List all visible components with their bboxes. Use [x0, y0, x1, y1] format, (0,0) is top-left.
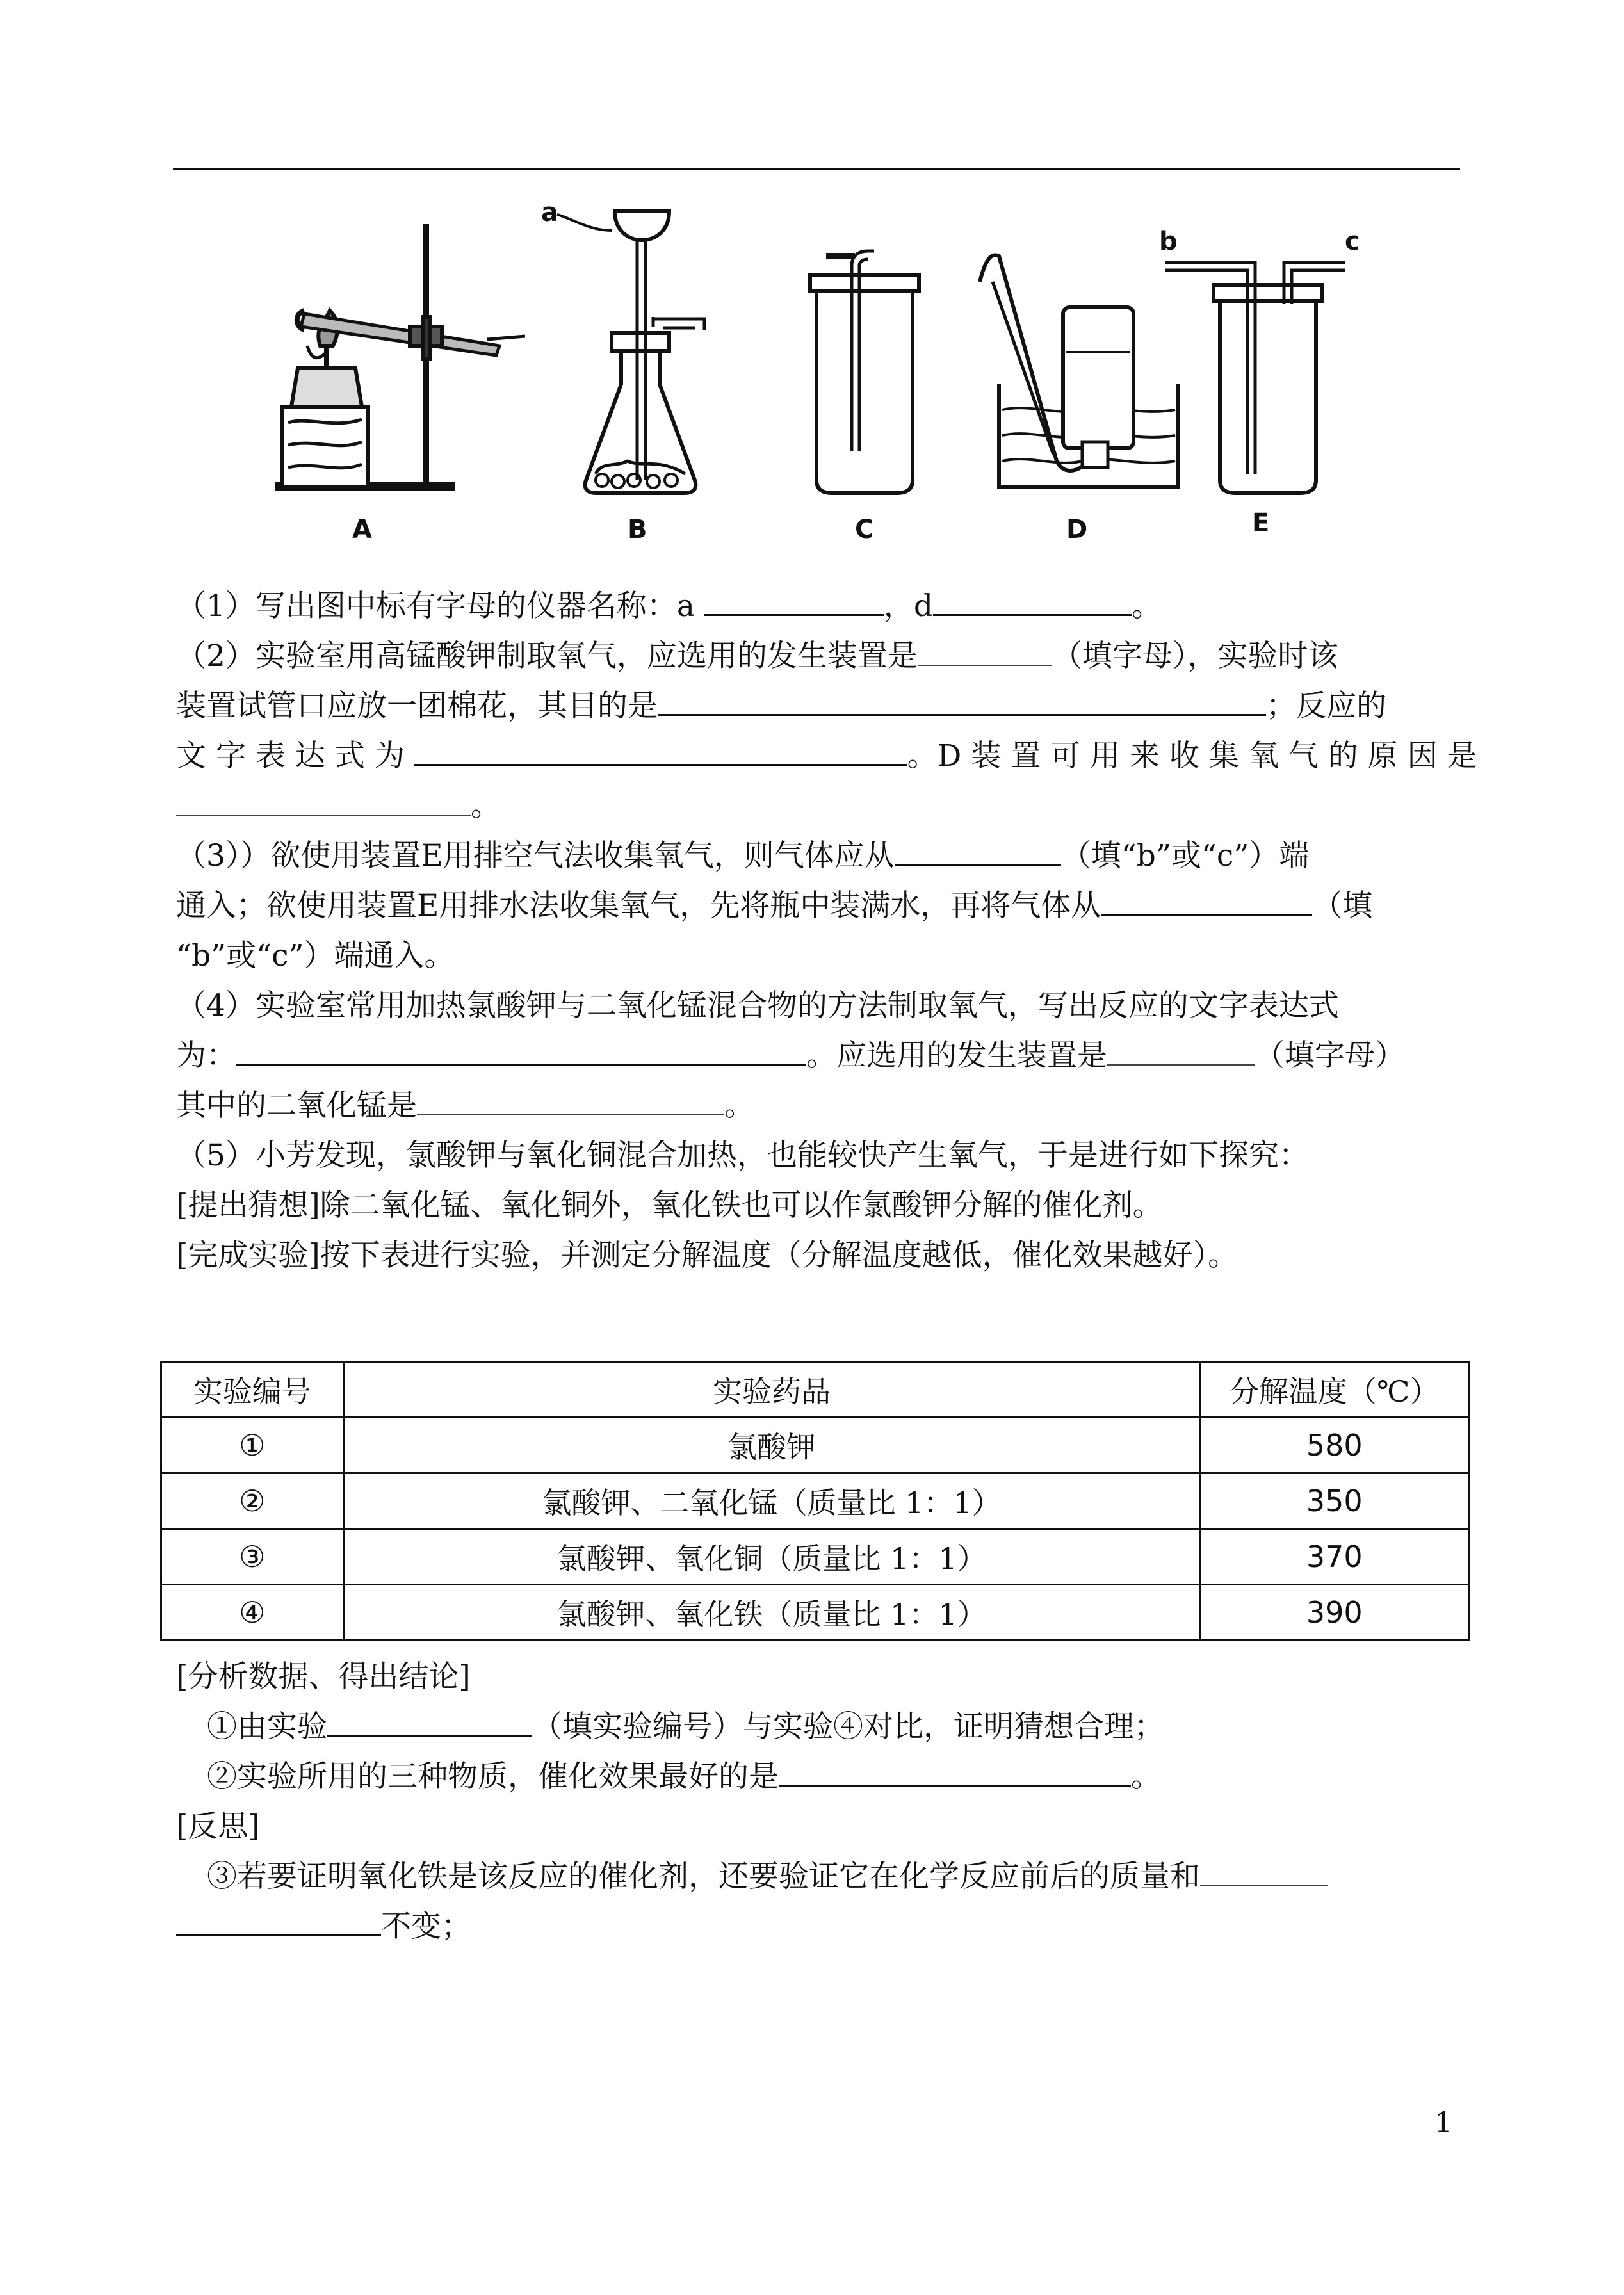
label-pointer-c: c	[1345, 227, 1360, 256]
apparatus-figure	[243, 192, 1409, 557]
q1-line: （1）写出图中标有字母的仪器名称：a ，d 。	[176, 581, 1470, 631]
q4-line3: 其中的二氧化锰是 。	[176, 1081, 1470, 1131]
label-pointer-b: b	[1159, 227, 1178, 256]
label-d: D	[1066, 515, 1088, 544]
apparatus-a	[275, 224, 525, 487]
q2-line1: （2）实验室用高锰酸钾制取氧气，应选用的发生装置是 （填字母），实验时该	[176, 631, 1470, 681]
q3-line2: 通入；欲使用装置E用排水法收集氧气，先将瓶中装满水，再将气体从 （填	[176, 881, 1470, 931]
questions-block	[176, 581, 1477, 1281]
table-cell: 氯酸钾、二氧化锰（质量比 1：1）	[343, 1473, 1200, 1529]
table-header: 分解温度（℃）	[1200, 1362, 1469, 1418]
q3-blank-water[interactable]	[1101, 882, 1312, 916]
table-cell: ③	[161, 1529, 344, 1585]
q4-blank-mno2[interactable]	[417, 1082, 724, 1115]
header-rule	[173, 168, 1460, 170]
reflection-line1: ③若要证明氧化铁是该反应的催化剂，还要验证它在化学反应前后的质量和	[176, 1852, 1470, 1902]
q2-line2: 装置试管口应放一团棉花，其目的是 ；反应的	[176, 681, 1470, 731]
reflection-line2: 不变；	[176, 1902, 1470, 1952]
q3-line3: “b”或“c”）端通入。	[176, 938, 455, 973]
q4-blank-device[interactable]	[1107, 1032, 1255, 1066]
q1-blank-a[interactable]	[704, 582, 884, 616]
table-row	[161, 1585, 1469, 1641]
reflection-blank-a[interactable]	[1200, 1853, 1328, 1886]
table-cell: 580	[1200, 1418, 1469, 1473]
q2-blank-expression[interactable]	[414, 732, 907, 766]
table-cell: ④	[161, 1585, 344, 1641]
q4-line2: 为： 。应选用的发生装置是 （填字母）	[176, 1031, 1470, 1081]
analysis-line1: ①由实验 （填实验编号）与实验④对比，证明猜想合理；	[176, 1702, 1470, 1752]
q5-line2: [提出猜想]除二氧化锰、氧化铜外，氧化铁也可以作氯酸钾分解的催化剂。	[176, 1188, 1163, 1223]
label-e: E	[1252, 508, 1270, 538]
q4-line1: （4）实验室常用加热氯酸钾与二氧化锰混合物的方法制取氧气，写出反应的文字表达式	[176, 988, 1339, 1023]
table-row	[161, 1418, 1469, 1473]
q1-blank-d[interactable]	[933, 582, 1132, 616]
q2-blank-reason[interactable]	[176, 783, 471, 816]
reflection-heading: [反思]	[176, 1809, 260, 1844]
label-b: B	[628, 515, 647, 544]
analysis-blank-experiment[interactable]	[327, 1703, 532, 1737]
q4-blank-expression[interactable]	[236, 1032, 806, 1066]
q3-line1: （3））欲使用装置E用排空气法收集氧气，则气体应从 （填“b”或“c”）端	[176, 831, 1470, 881]
q5-line3: [完成实验]按下表进行实验，并测定分解温度（分解温度越低，催化效果越好）。	[176, 1238, 1238, 1273]
q2-blank-device[interactable]	[918, 633, 1052, 666]
table-row	[161, 1473, 1469, 1529]
analysis-block	[176, 1652, 1470, 1952]
page-number: 1	[1434, 2107, 1452, 2139]
table-cell: 350	[1200, 1473, 1469, 1529]
table-cell: ①	[161, 1418, 344, 1473]
table-row	[161, 1529, 1469, 1585]
table-cell: 氯酸钾、氧化铁（质量比 1：1）	[343, 1585, 1200, 1641]
apparatus-e	[1165, 263, 1345, 493]
table-header: 实验编号	[161, 1362, 344, 1418]
q5-line1: （5）小芳发现，氯酸钾与氧化铜混合加热，也能较快产生氧气，于是进行如下探究：	[176, 1138, 1309, 1173]
label-a: A	[352, 515, 372, 544]
experiment-table	[160, 1361, 1470, 1641]
label-pointer-a: a	[541, 198, 558, 227]
apparatus-b	[557, 211, 704, 493]
label-c: C	[855, 515, 874, 544]
analysis-line2: ②实验所用的三种物质，催化效果最好的是 。	[176, 1752, 1470, 1802]
table-header: 实验药品	[343, 1362, 1200, 1418]
reflection-blank-b[interactable]	[176, 1902, 381, 1936]
analysis-blank-best[interactable]	[779, 1753, 1131, 1787]
apparatus-c	[810, 251, 919, 493]
q2-blank-purpose[interactable]	[658, 682, 1266, 716]
q2-line4: 。	[176, 781, 1470, 831]
q3-blank-air[interactable]	[895, 832, 1061, 866]
table-cell: 氯酸钾	[343, 1418, 1200, 1473]
analysis-heading: [分析数据、得出结论]	[176, 1659, 471, 1694]
table-cell: 氯酸钾、氧化铜（质量比 1：1）	[343, 1529, 1200, 1585]
table-header-row	[161, 1362, 1469, 1418]
apparatus-d	[980, 255, 1178, 487]
table-cell: ②	[161, 1473, 344, 1529]
table-cell: 370	[1200, 1529, 1469, 1585]
q2-line3: 文 字 表 达 式 为 。D 装 置 可 用 来 收 集 氧 气 的 原 因 是	[176, 731, 1470, 781]
table-cell: 390	[1200, 1585, 1469, 1641]
